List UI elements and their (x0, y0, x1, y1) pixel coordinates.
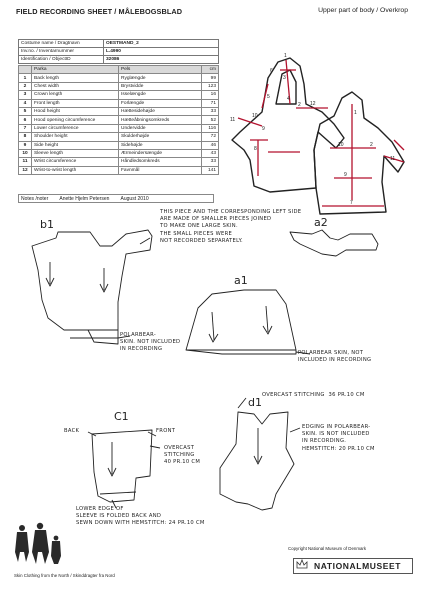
row-en: Chest width (32, 82, 119, 90)
pattern-sketches (32, 230, 378, 510)
parka-back-outline (314, 92, 404, 214)
diagram-number-labels (230, 53, 395, 206)
diagram-number: 3 (283, 75, 286, 81)
row-da: Skulderhøjde (119, 133, 202, 141)
row-en: Lower circumference (32, 124, 119, 132)
header-parka: Parka (32, 66, 119, 74)
row-da: Ryglængde (119, 74, 202, 82)
meta-value: L.4990 (104, 48, 219, 56)
diagram-number: 10 (252, 113, 258, 119)
row-value: 52 (202, 116, 219, 124)
piece-label-a2: a2 (314, 216, 328, 229)
row-en: Hood height (32, 107, 119, 115)
header-unit: cm (202, 66, 219, 74)
museum-logo-box (293, 558, 413, 574)
sheet-subtitle: Upper part of body / Overkrop (318, 7, 408, 14)
diagram-number: 11 (390, 156, 396, 162)
row-value: 46 (202, 141, 219, 149)
note-c1-overcast: OVERCAST STITCHING 40 PR.10 CM (164, 445, 201, 466)
note-c1-back: BACK (64, 428, 80, 434)
row-da: Undervidde (119, 124, 202, 132)
row-da: Forlængde (119, 99, 202, 107)
footer-logo-figures (15, 523, 61, 564)
header-pels: Pels (119, 66, 202, 74)
row-da: Hætteåbningsomkreds (119, 116, 202, 124)
diagram-number: 7 (350, 200, 353, 206)
row-value: 99 (202, 74, 219, 82)
row-en: Wrist-to-wrist length (32, 166, 119, 174)
note-b1-polarbear: POLARBEAR- SKIN. NOT INCLUDED IN RECORDING (120, 332, 181, 353)
meta-value: 32086 (104, 56, 219, 64)
row-index: 9 (19, 141, 32, 149)
row-value: 123 (202, 82, 219, 90)
row-value: 116 (202, 124, 219, 132)
note-a1-polarbear: POLARBEAR SKIN, NOT INCLUDED IN RECORDING (298, 350, 372, 364)
row-value: 33 (202, 158, 219, 166)
row-da: Ærmeindersængde (119, 149, 202, 157)
row-index: 6 (19, 116, 32, 124)
piece-label-b1: b1 (40, 218, 54, 231)
row-index: 12 (19, 166, 32, 174)
diagram-number: 10 (338, 142, 344, 148)
notes-date: August 2010 (120, 196, 149, 202)
piece-label-d1: d1 (248, 396, 262, 409)
row-en: Shoulder height (32, 133, 119, 141)
row-da: Håndledsomkreds (119, 158, 202, 166)
meta-value: OESTMAND_2 (104, 40, 219, 48)
diagram-number: 2 (370, 142, 373, 148)
row-da: Sidehøjde (119, 141, 202, 149)
row-en: Side height (32, 141, 119, 149)
diagram-number: 9 (344, 172, 347, 178)
row-en: Back length (32, 74, 119, 82)
meta-label: Identification / ObjectID (19, 56, 104, 64)
note-c1-front: FRONT (156, 428, 176, 434)
piece-label-c1: C1 (114, 410, 129, 423)
footer-caption: Skin Clothing from the North / Skinddragter fra Nord (14, 573, 115, 578)
row-index: 11 (19, 158, 32, 166)
row-value: 43 (202, 149, 219, 157)
piece-label-a1: a1 (234, 274, 248, 287)
piece-a2-outline (290, 230, 378, 256)
row-en: Crown length (32, 91, 119, 99)
row-da: Hættesidehøjde (119, 107, 202, 115)
diagram-number: 5 (267, 94, 270, 100)
diagram-number: 1 (354, 110, 357, 116)
row-index: 8 (19, 133, 32, 141)
row-en: Front length (32, 99, 119, 107)
note-c1-lower-edge: LOWER EDGE OF SLEEVE IS FOLDED BACK AND SEWN DOWN WITH HEMSTITCH: 24 PR.10 CM (76, 506, 205, 527)
row-index: 1 (19, 74, 32, 82)
row-value: 33 (202, 107, 219, 115)
copyright-text: Copyright National Museum of Denmark (288, 546, 367, 551)
piece-a1-outline (186, 290, 296, 354)
row-index: 7 (19, 124, 32, 132)
diagram-number: 2 (298, 102, 301, 108)
row-en: Hood opening circumference (32, 116, 119, 124)
row-index: 10 (19, 149, 32, 157)
diagram-number: 6 (270, 68, 273, 74)
diagram-number: 8 (254, 146, 257, 152)
row-index: 2 (19, 82, 32, 90)
diagram-number: 11 (230, 117, 236, 123)
row-da: Brystvidde (119, 82, 202, 90)
meta-label: Costume name / Dragtnavn (19, 40, 104, 48)
measure-lines (238, 60, 404, 206)
row-en: Sleeve length (32, 149, 119, 157)
note-b1-pieces: THIS PIECE AND THE CORRESPONDING LEFT SIDE ARE MADE OF SMALLER PIECES JOINED TO MAKE ONE LARGE SKIN. THE SMALL PIECES WERE NOT RECORDED SEPARATELY. (160, 209, 302, 244)
row-index: 4 (19, 99, 32, 107)
piece-c1-outline (92, 430, 152, 502)
row-value: 141 (202, 166, 219, 174)
diagram-number: 1 (284, 53, 287, 59)
row-value: 72 (202, 133, 219, 141)
museum-name: NATIONALMUSEET (314, 561, 402, 571)
diagram-number: 9 (262, 126, 265, 132)
row-value: 16 (202, 91, 219, 99)
diagram-number: 12 (310, 101, 316, 107)
notes-author: Anette Hjelm Petersen (59, 196, 110, 202)
notes-label: Notes /noter (21, 196, 49, 202)
row-da: Favnmål (119, 166, 202, 174)
sheet-title: FIELD RECORDING SHEET / MÅLEBOGSBLAD (16, 7, 183, 16)
piece-b1-outline (32, 230, 152, 344)
diagram-number: 4 (287, 96, 290, 102)
row-index: 5 (19, 107, 32, 115)
row-index: 3 (19, 91, 32, 99)
note-d1-edging: EDGING IN POLARBEAR- SKIN. IS NOT INCLUDED IN RECORDING. HEMSTITCH: 20 PR.10 CM (302, 424, 375, 452)
row-value: 71 (202, 99, 219, 107)
row-en: Wrist circumference (32, 158, 119, 166)
meta-label: Inv.no. / Inventarnummer (19, 48, 104, 56)
note-d1-stitching: OVERCAST STITCHING 36 PR.10 CM (262, 392, 365, 398)
row-da: Isselængde (119, 91, 202, 99)
